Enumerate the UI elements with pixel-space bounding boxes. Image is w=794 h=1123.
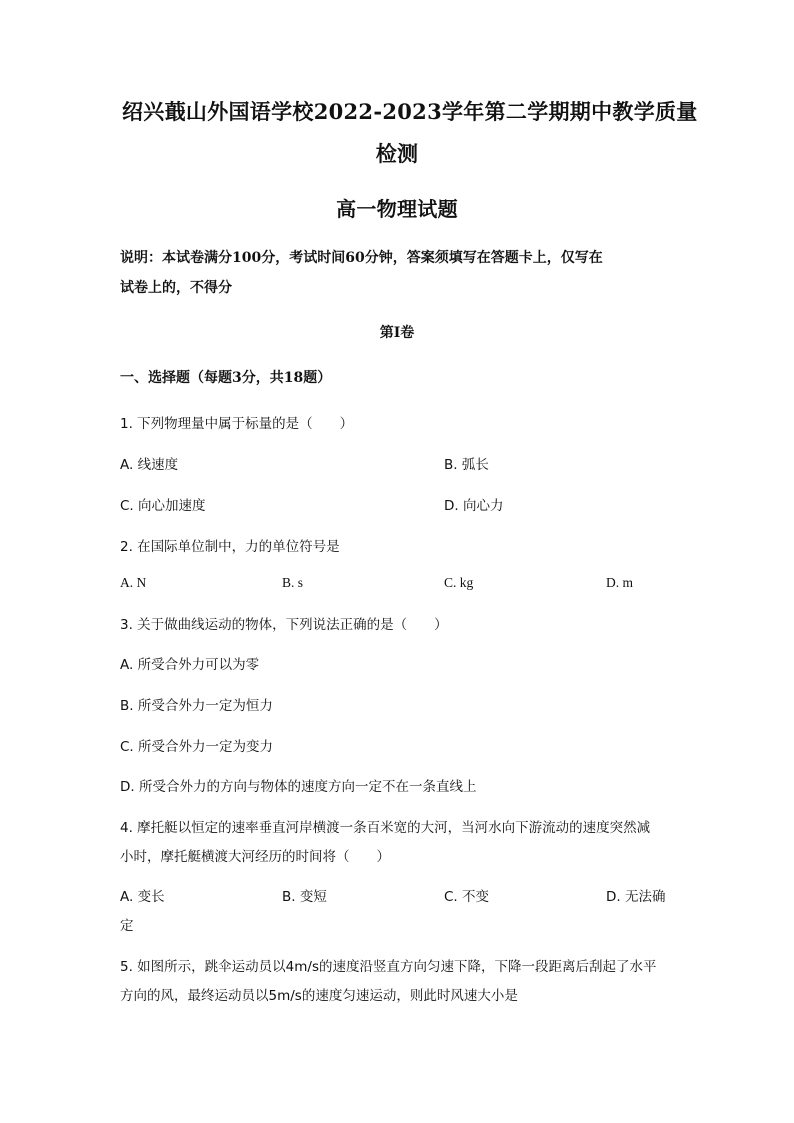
exam-subtitle: 高一物理试题 — [336, 197, 458, 221]
section-heading: 一、选择题（每题3分，共18题） — [120, 370, 332, 386]
question-2-stem: 2. 在国际单位制中，力的单位符号是 — [120, 539, 340, 555]
q4-option-c: C. 不变 — [444, 889, 490, 905]
q2-option-c: C. kg — [444, 575, 474, 590]
q2-option-b: B. s — [282, 575, 304, 590]
q3-option-d: D. 所受合外力的方向与物体的速度方向一定不在一条直线上 — [120, 779, 477, 795]
q2-option-a: A. N — [120, 575, 147, 590]
question-1-stem: 1. 下列物理量中属于标量的是（ ） — [120, 416, 354, 432]
q4-option-a: A. 变长 — [120, 889, 165, 905]
q4-option-b: B. 变短 — [282, 889, 327, 905]
instructions-line1: 说明：本试卷满分100分，考试时间60分钟，答案须填写在答题卡上，仅写在 — [120, 250, 603, 266]
q2-option-d: D. m — [606, 575, 633, 590]
q1-option-a: A. 线速度 — [120, 457, 179, 473]
q1-option-d: D. 向心力 — [444, 498, 504, 514]
q1-option-c: C. 向心加速度 — [120, 498, 206, 514]
instructions — [120, 243, 680, 303]
q3-option-b: B. 所受合外力一定为恒力 — [120, 698, 273, 714]
instructions-line2: 试卷上的，不得分 — [120, 280, 232, 296]
question-3-stem: 3. 关于做曲线运动的物体，下列说法正确的是（ ） — [120, 617, 448, 633]
part-label: 第I卷 — [379, 325, 415, 341]
question-4-stem-line2: 小时，摩托艇横渡大河经历的时间将（ ） — [120, 849, 390, 865]
q4-option-d: D. 无法确 — [606, 889, 666, 905]
question-5-stem-line1: 5. 如图所示，跳伞运动员以4m/s的速度沿竖直方向匀速下降，下降一段距离后刮起了水平 — [120, 959, 657, 975]
question-4-stem-line1: 4. 摩托艇以恒定的速率垂直河岸横渡一条百米宽的大河，当河水向下游流动的速度突然减 — [120, 820, 651, 836]
q4-option-d-wrap: 定 — [120, 918, 134, 934]
q1-option-b: B. 弧长 — [444, 457, 489, 473]
exam-title-line2: 检测 — [375, 141, 419, 166]
q3-option-c: C. 所受合外力一定为变力 — [120, 739, 274, 755]
q3-option-a: A. 所受合外力可以为零 — [120, 657, 260, 673]
question-5-stem-line2: 方向的风，最终运动员以5m/s的速度匀速运动，则此时风速大小是 — [120, 988, 518, 1004]
exam-title-line1: 绍兴蕺山外国语学校2022-2023学年第二学期期中教学质量 — [122, 99, 698, 124]
